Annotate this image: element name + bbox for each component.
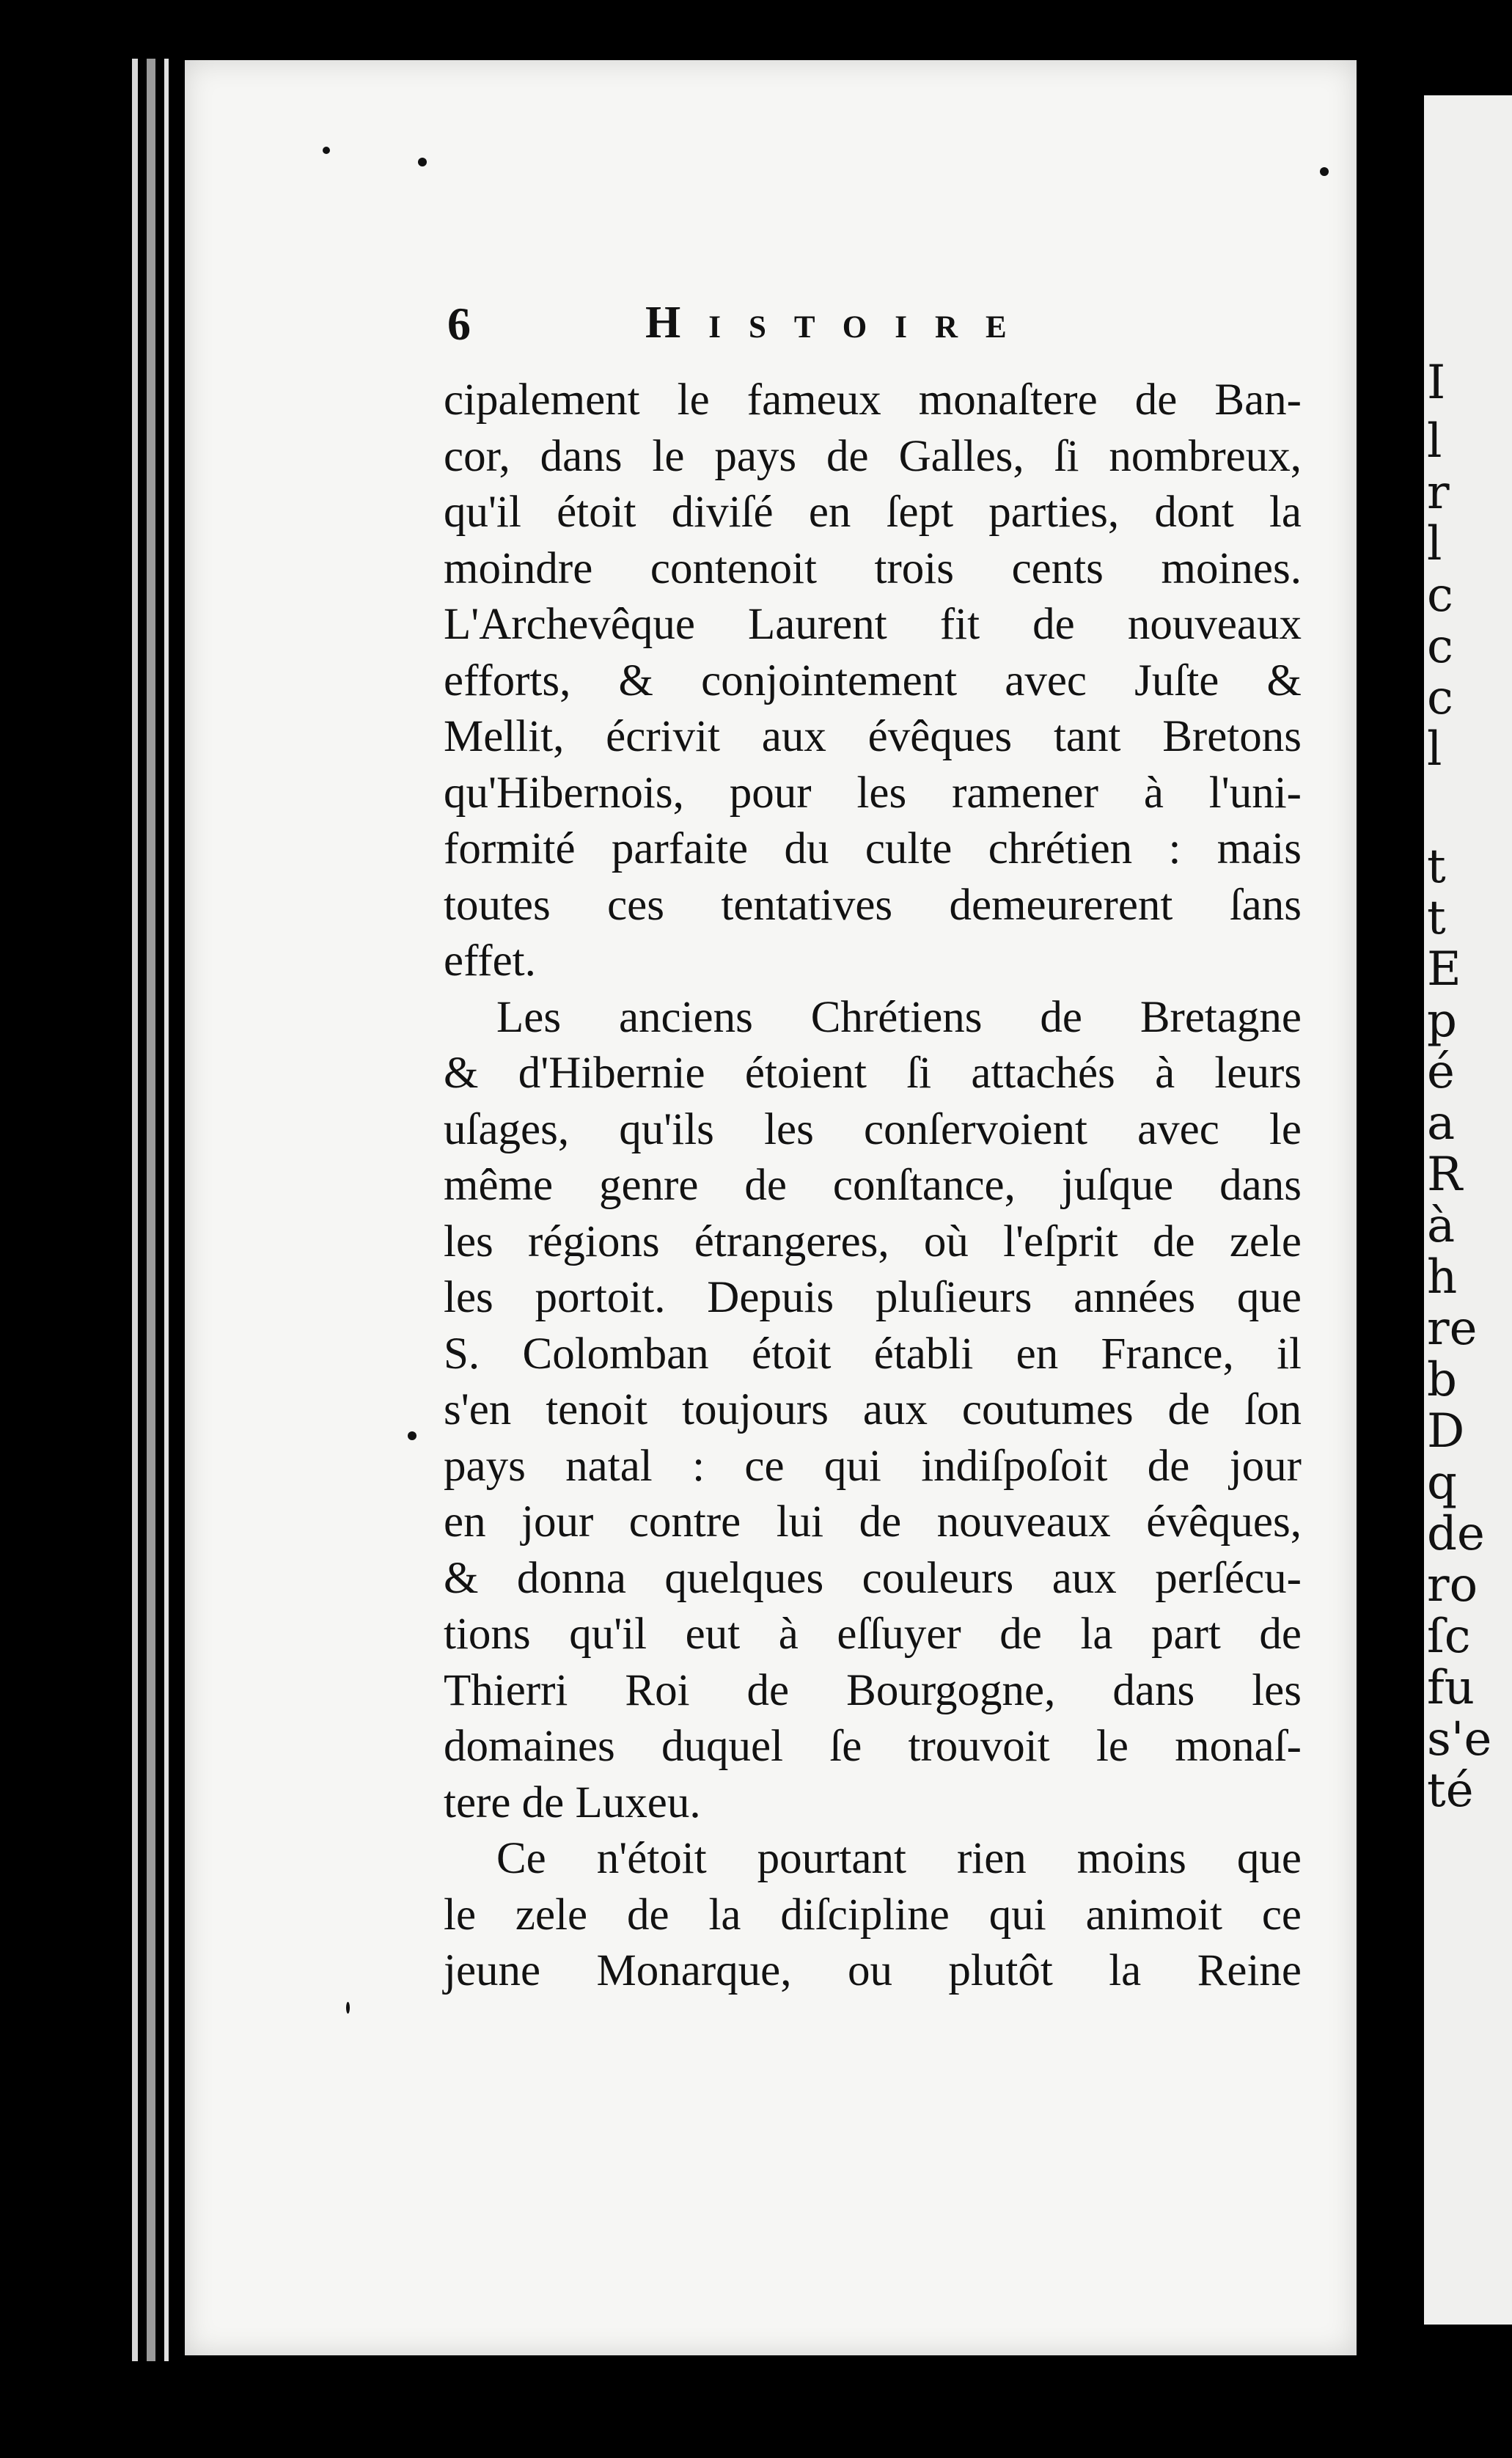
- ink-speck: [346, 2002, 350, 2014]
- page-number: 6: [447, 298, 471, 350]
- text-line: Les anciens Chrétiens de Bretagne: [496, 992, 1302, 1042]
- text-line: tere de Luxeu.: [444, 1778, 701, 1827]
- adjacent-page-fragment: té: [1427, 1764, 1474, 1818]
- ink-speck: [323, 147, 330, 154]
- text-line: qu'il étoit diviſé en ſept parties, dont la: [444, 488, 1302, 537]
- adjacent-page-fragment: t: [1427, 891, 1446, 945]
- ink-speck: [418, 158, 427, 166]
- text-line: jeune Monarque, ou plutôt la Reine: [444, 1946, 1302, 1995]
- text-line: S. Colomban étoit établi en France, il: [444, 1329, 1302, 1379]
- text-line: Ce n'étoit pourtant rien moins que: [496, 1834, 1302, 1883]
- adjacent-page-fragment: l: [1427, 722, 1442, 777]
- paragraph: [444, 990, 1302, 1832]
- text-line: le zele de la diſcipline qui animoit ce: [444, 1890, 1302, 1940]
- binding-edge: [132, 59, 138, 2361]
- text-line: qu'Hibernois, pour les ramener à l'uni-: [444, 768, 1302, 818]
- text-line: effet.: [444, 936, 536, 986]
- adjacent-page-fragment: c: [1427, 568, 1453, 623]
- adjacent-page-fragment: ſc: [1427, 1610, 1471, 1664]
- text-line: les portoit. Depuis pluſieurs années que: [444, 1273, 1302, 1322]
- binding-edge: [147, 59, 155, 2361]
- adjacent-page-fragment: de: [1427, 1507, 1485, 1561]
- adjacent-page: [1424, 95, 1512, 2325]
- adjacent-page-fragment: a: [1427, 1096, 1456, 1151]
- text-line: Thierri Roi de Bourgogne, dans les: [444, 1665, 1302, 1715]
- text-line: uſages, qu'ils les conſervoient avec le: [444, 1104, 1302, 1154]
- adjacent-page-fragment: l: [1427, 414, 1442, 469]
- text-line: tions qu'il eut à eſſuyer de la part de: [444, 1610, 1302, 1659]
- adjacent-page-fragment: b: [1427, 1353, 1457, 1407]
- text-line: L'Archevêque Laurent fit de nouveaux: [444, 600, 1302, 649]
- adjacent-page-fragment: c: [1427, 671, 1453, 725]
- adjacent-page-fragment: é: [1427, 1045, 1455, 1099]
- text-line: cipalement le fameux monaſtere de Ban-: [444, 375, 1302, 425]
- binding-edge: [164, 59, 169, 2361]
- adjacent-page-fragment: I: [1427, 356, 1446, 410]
- adjacent-page-fragment: fu: [1427, 1661, 1475, 1715]
- text-line: & donna quelques couleurs aux perſécu-: [444, 1553, 1302, 1603]
- paragraph: [444, 373, 1302, 990]
- adjacent-page-fragment: l: [1427, 517, 1442, 571]
- page-header: [447, 297, 1305, 356]
- adjacent-page-fragment: r: [1427, 466, 1450, 520]
- adjacent-page-fragment: R: [1427, 1148, 1463, 1202]
- text-line: domaines duquel ſe trouvoit le monaſ-: [444, 1722, 1302, 1771]
- text-line: pays natal : ce qui indiſpoſoit de jour: [444, 1441, 1302, 1491]
- ink-speck: [1320, 167, 1329, 176]
- adjacent-page-fragment: q: [1427, 1456, 1457, 1510]
- text-line: efforts, & conjointement avec Juſte &: [444, 656, 1302, 705]
- adjacent-page-fragment: à: [1427, 1199, 1456, 1253]
- adjacent-page-fragment: s'e: [1427, 1712, 1492, 1767]
- paragraph: [444, 1831, 1302, 2000]
- text-line: moindre contenoit trois cents moines.: [444, 543, 1302, 593]
- adjacent-page-fragment: h: [1427, 1250, 1458, 1305]
- adjacent-page-fragment: ro: [1427, 1558, 1478, 1613]
- text-line: cor, dans le pays de Galles, ſi nombreux,: [444, 431, 1302, 481]
- text-line: Mellit, écrivit aux évêques tant Bretons: [444, 712, 1302, 761]
- text-line: en jour contre lui de nouveaux évêques,: [444, 1497, 1302, 1547]
- adjacent-page-fragment: E: [1427, 942, 1461, 997]
- adjacent-page-fragment: c: [1427, 620, 1453, 674]
- running-title: Histoire: [645, 298, 1035, 348]
- text-line: même genre de conſtance, juſque dans: [444, 1161, 1302, 1210]
- adjacent-page-fragment: t: [1427, 840, 1446, 894]
- text-line: les régions étrangeres, où l'eſprit de zele: [444, 1217, 1302, 1266]
- adjacent-page-fragment: D: [1427, 1404, 1465, 1459]
- adjacent-page-fragment: re: [1427, 1302, 1478, 1356]
- body-text: [444, 373, 1302, 2000]
- text-line: s'en tenoit toujours aux coutumes de ſon: [444, 1385, 1302, 1434]
- ink-speck: [408, 1431, 416, 1440]
- adjacent-page-fragment: p: [1427, 994, 1457, 1048]
- text-line: toutes ces tentatives demeurerent ſans: [444, 880, 1302, 930]
- text-line: formité parfaite du culte chrétien : mais: [444, 824, 1302, 873]
- text-line: & d'Hibernie étoient ſi attachés à leurs: [444, 1049, 1302, 1098]
